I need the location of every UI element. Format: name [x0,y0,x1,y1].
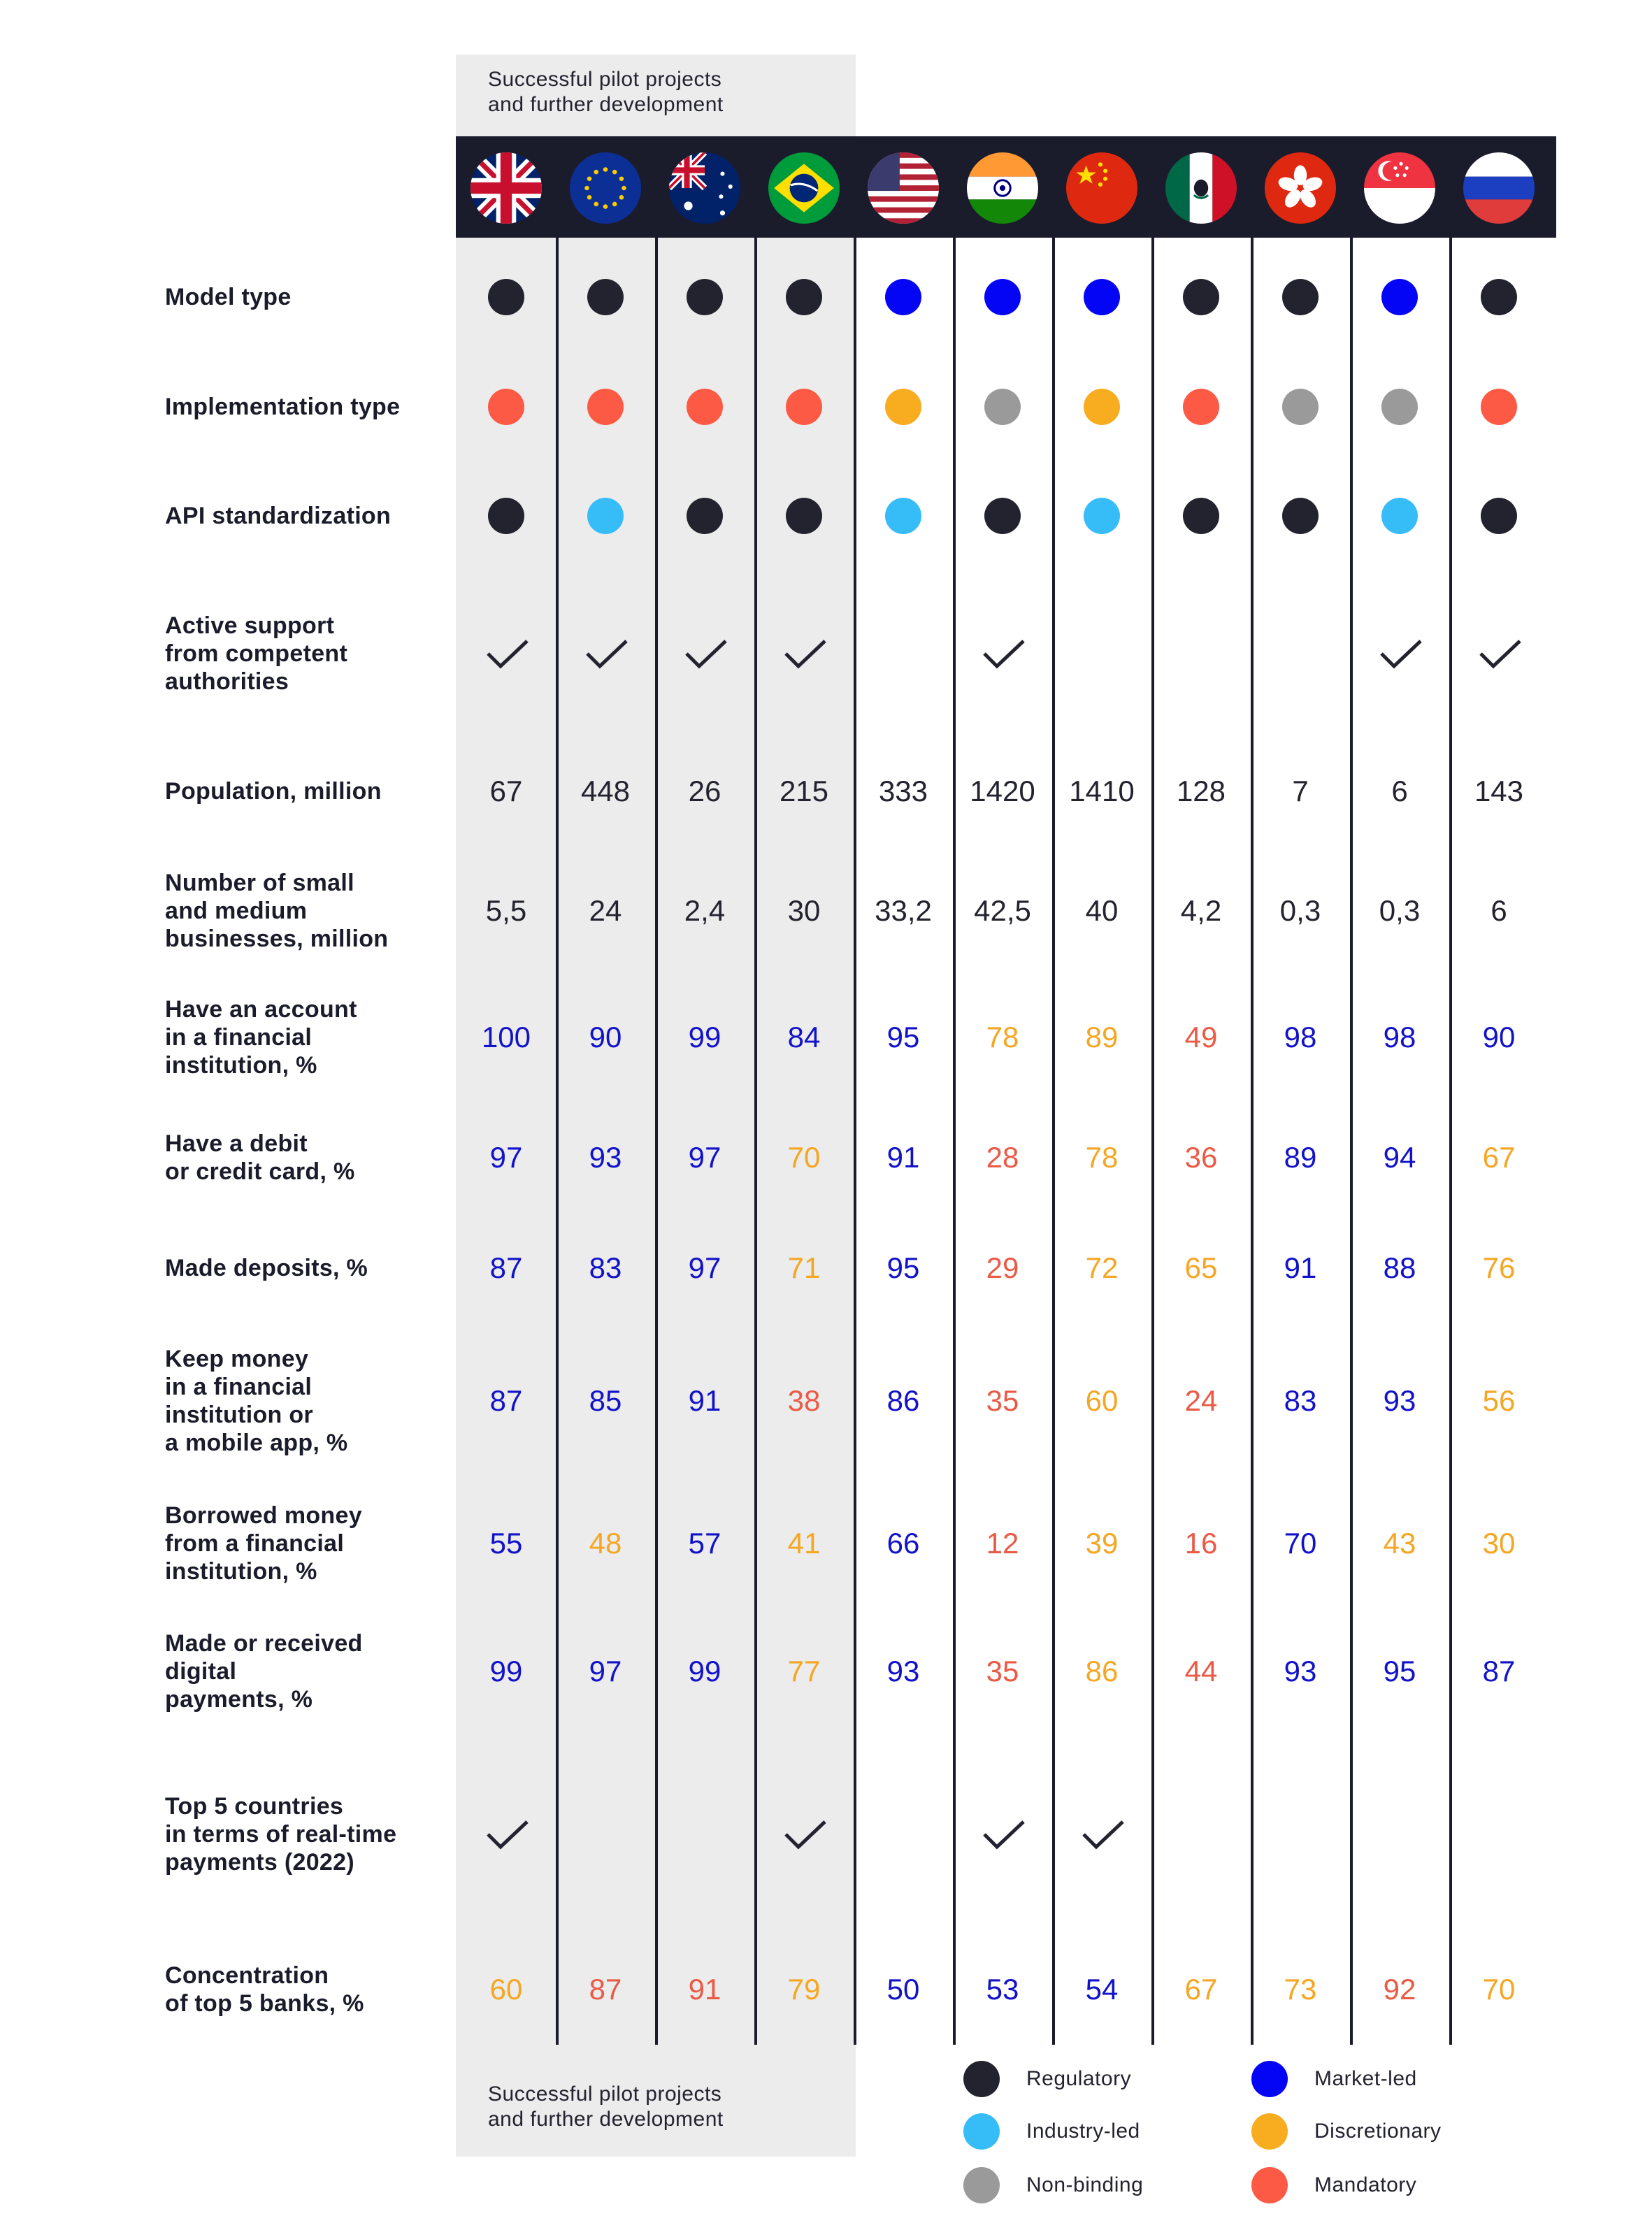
category-dot [488,498,524,534]
checkmark-icon [1081,1818,1126,1852]
table-cell-value: 1420 [970,775,1035,807]
checkmark-icon [783,1818,828,1852]
category-dot [1282,279,1319,315]
legend-swatch [963,2061,1000,2097]
category-dot [687,389,723,425]
table-cell-value: 448 [580,775,631,807]
table-cell-value: 87 [589,1973,622,2006]
table-cell-value: 28 [986,1141,1019,1174]
table-cell-value: 95 [1383,1655,1416,1688]
table-cell-value: 88 [1383,1251,1416,1284]
category-dot [1183,279,1219,315]
row-label: API standardization [165,503,392,529]
row-label: Made deposits, % [165,1255,368,1281]
row-label: Borrowed money from a financial institution, % [165,1502,362,1585]
table-cell-value: 87 [489,1251,523,1284]
row-label: Model type [165,284,292,310]
table-cell-value: 90 [589,1021,622,1053]
table-cell-value: 91 [688,1384,721,1417]
table-cell-value: 95 [886,1021,920,1053]
table-cell-value: 91 [1284,1251,1317,1284]
legend-label: Non-binding [1026,2173,1144,2196]
row-label: Have a debit or credit card, % [165,1130,355,1185]
category-dot [786,389,822,425]
table-cell-value: 57 [688,1527,721,1560]
table-cell-value: 0,3 [1379,894,1421,927]
row-label: Active support from competent authorities [165,612,348,695]
table-cell-value: 92 [1383,1973,1416,2006]
table-cell-value: 93 [589,1141,622,1174]
category-dot [587,279,624,315]
table-cell-value: 67 [1482,1141,1516,1174]
table-cell-value: 66 [886,1527,920,1560]
row-label: Implementation type [165,394,401,420]
united-kingdom-flag-icon [471,152,542,224]
table-cell-value: 143 [1474,775,1524,807]
european-union-flag-icon [570,152,641,224]
legend-swatch [963,2167,1000,2203]
row-label: Number of small and medium businesses, million [165,870,389,952]
category-dot [1183,389,1219,425]
table-cell-value: 70 [1482,1973,1516,2006]
table-cell-value: 35 [986,1384,1019,1417]
table-cell-value: 79 [787,1973,821,2006]
category-dot [984,389,1021,425]
table-cell-value: 86 [1085,1655,1119,1688]
category-dot [885,389,921,425]
table-cell-value: 93 [886,1655,920,1688]
table-cell-value: 40 [1085,894,1119,927]
table-cell-value: 60 [1085,1384,1119,1417]
table-cell-value: 84 [787,1021,821,1053]
legend-swatch [1251,2113,1288,2150]
china-flag-icon [1066,152,1137,224]
table-cell-value: 98 [1383,1021,1416,1053]
checkmark-icon [1379,637,1423,672]
table-cell-value: 72 [1085,1251,1119,1284]
category-dot [488,389,524,425]
table-cell-value: 12 [986,1527,1019,1560]
category-dot [1084,498,1120,534]
category-dot [687,498,723,534]
table-cell-value: 5,5 [485,894,527,927]
category-dot [687,279,723,315]
row-label: Made or received digital payments, % [165,1630,363,1713]
category-dot [1183,498,1219,534]
table-cell-value: 7 [1292,775,1309,807]
legend-swatch [1251,2061,1288,2097]
category-dot [984,279,1021,315]
category-dot [885,498,921,534]
category-dot [587,498,624,534]
checkmark-icon [982,1818,1026,1852]
table-cell-value: 91 [886,1141,920,1174]
checkmark-icon [485,637,530,672]
table-cell-value: 2,4 [684,894,726,927]
table-cell-value: 95 [886,1251,920,1284]
row-label: Top 5 countries in terms of real-time payments (2022) [165,1793,397,1876]
legend-label: Discretionary [1314,2120,1442,2143]
row-label: Keep money in a financial institution or a mobile app, % [165,1346,348,1456]
table-cell-value: 100 [481,1021,531,1053]
table-cell-value: 48 [589,1527,622,1560]
table-cell-value: 53 [986,1973,1019,2006]
table-cell-value: 70 [787,1141,821,1174]
table-cell-value: 77 [787,1655,821,1688]
table-cell-value: 89 [1284,1141,1317,1174]
australia-flag-icon [669,152,740,224]
united-states-flag-icon [868,152,939,224]
table-cell-value: 91 [688,1973,721,2006]
russia-flag-icon [1463,152,1535,224]
table-cell-value: 50 [886,1973,920,2006]
table-cell-value: 24 [1184,1384,1218,1417]
table-cell-value: 83 [589,1251,622,1284]
singapore-flag-icon [1364,152,1435,224]
mexico-flag-icon [1165,152,1237,224]
table-cell-value: 0,3 [1279,894,1321,927]
table-cell-value: 73 [1284,1973,1317,2006]
table-cell-value: 86 [886,1384,920,1417]
legend-label: Regulatory [1026,2067,1132,2090]
table-cell-value: 83 [1284,1384,1317,1417]
category-dot [1381,498,1418,534]
category-dot [786,279,822,315]
pilot-band-caption-top: Successful pilot projects and further development [488,68,724,116]
table-cell-value: 39 [1085,1527,1119,1560]
row-label: Concentration of top 5 banks, % [165,1962,364,2017]
table-cell-value: 333 [878,775,928,807]
pilot-band-caption-bottom: Successful pilot projects and further development [488,2082,724,2131]
legend-swatch [963,2113,1000,2150]
checkmark-icon [1478,637,1523,672]
table-cell-value: 76 [1482,1251,1516,1284]
legend-swatch [1251,2167,1288,2203]
category-dot [984,498,1021,534]
category-dot [1381,279,1418,315]
table-cell-value: 70 [1284,1527,1317,1560]
table-cell-value: 38 [787,1384,821,1417]
category-dot [1282,389,1319,425]
table-cell-value: 99 [688,1655,721,1688]
table-cell-value: 36 [1184,1141,1218,1174]
table-cell-value: 41 [787,1527,821,1560]
table-cell-value: 89 [1085,1021,1119,1053]
category-dot [1481,279,1517,315]
hong-kong-flag-icon [1265,152,1336,224]
table-cell-value: 97 [589,1655,622,1688]
category-dot [786,498,822,534]
table-cell-value: 54 [1085,1973,1119,2006]
table-cell-value: 65 [1184,1251,1218,1284]
table-cell-value: 30 [1482,1527,1516,1560]
row-label: Population, million [165,778,382,805]
table-cell-value: 97 [688,1251,721,1284]
legend-label: Mandatory [1314,2173,1417,2196]
checkmark-icon [485,1818,530,1852]
category-dot [885,279,921,315]
table-cell-value: 4,2 [1180,894,1222,927]
table-cell-value: 93 [1284,1655,1317,1688]
table-cell-value: 56 [1482,1384,1516,1417]
table-cell-value: 85 [589,1384,622,1417]
table-cell-value: 97 [688,1141,721,1174]
india-flag-icon [967,152,1038,224]
checkmark-icon [584,637,629,672]
table-cell-value: 67 [1184,1973,1218,2006]
category-dot [1084,279,1120,315]
table-cell-value: 87 [1482,1655,1516,1688]
table-cell-value: 87 [489,1384,523,1417]
category-dot [1282,498,1319,534]
table-cell-value: 42,5 [974,894,1031,927]
table-cell-value: 71 [787,1251,821,1284]
table-cell-value: 26 [688,775,721,807]
checkmark-icon [684,637,728,672]
table-cell-value: 99 [489,1655,523,1688]
table-cell-value: 94 [1383,1141,1416,1174]
table-cell-value: 33,2 [875,894,932,927]
table-cell-value: 215 [779,775,829,807]
table-cell-value: 16 [1184,1527,1218,1560]
category-dot [1381,389,1418,425]
table-cell-value: 6 [1491,894,1507,927]
table-cell-value: 97 [489,1141,523,1174]
table-cell-value: 98 [1284,1021,1317,1053]
table-cell-value: 1410 [1069,775,1135,807]
category-dot [587,389,624,425]
table-cell-value: 93 [1383,1384,1416,1417]
table-cell-value: 67 [489,775,523,807]
table-cell-value: 6 [1391,775,1408,807]
checkmark-icon [982,637,1026,672]
table-cell-value: 30 [787,894,821,927]
table-cell-value: 24 [589,894,622,927]
table-cell-value: 78 [1085,1141,1119,1174]
table-cell-value: 44 [1184,1655,1218,1688]
table-cell-value: 49 [1184,1021,1218,1053]
table-cell-value: 99 [688,1021,721,1053]
checkmark-icon [783,637,828,672]
table-cell-value: 128 [1176,775,1226,807]
table-cell-value: 35 [986,1655,1019,1688]
table-cell-value: 29 [986,1251,1019,1284]
category-dot [1084,389,1120,425]
table-cell-value: 90 [1482,1021,1516,1053]
table-cell-value: 43 [1383,1527,1416,1560]
table-cell-value: 78 [986,1021,1019,1053]
category-dot [488,279,524,315]
table-cell-value: 55 [489,1527,523,1560]
category-dot [1481,498,1517,534]
legend-label: Market-led [1314,2067,1417,2090]
brazil-flag-icon [768,152,840,224]
table-cell-value: 60 [489,1973,523,2006]
row-label: Have an account in a financial institution, % [165,996,357,1079]
legend-label: Industry-led [1026,2120,1140,2143]
category-dot [1481,389,1517,425]
